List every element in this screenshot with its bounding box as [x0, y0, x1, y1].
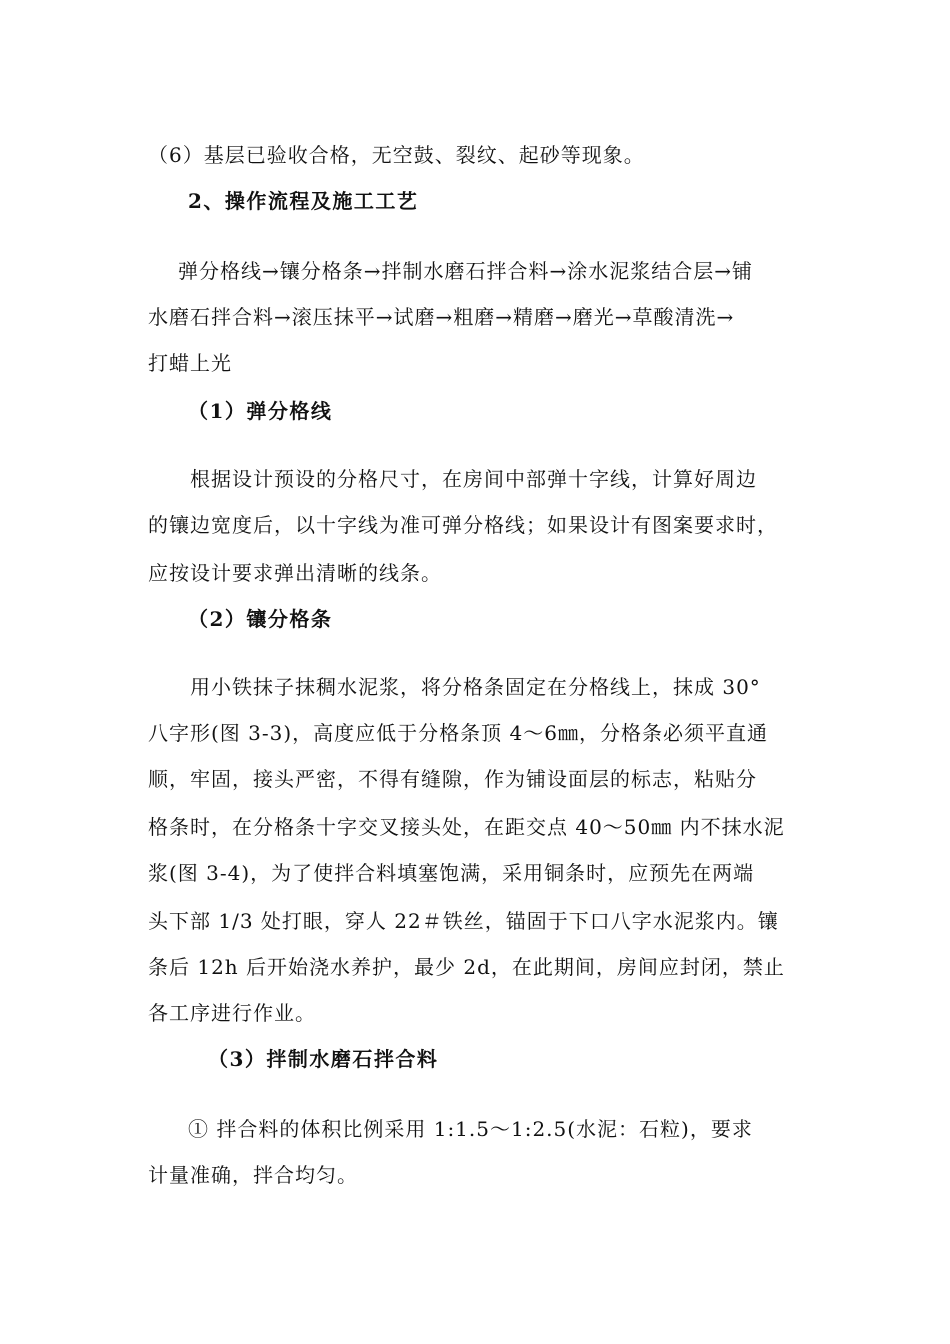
body-text-line: 顺，牢固，接头严密，不得有缝隙，作为铺设面层的标志，粘贴分: [148, 767, 757, 791]
body-text-line: 格条时，在分格条十字交叉接头处，在距交点 40～50㎜ 内不抹水泥: [148, 815, 785, 839]
body-text-line: 八字形(图 3-3)，高度应低于分格条顶 4～6㎜，分格条必须平直通: [148, 721, 768, 745]
body-text-line: ① 拌合料的体积比例采用 1:1.5～1:2.5(水泥：石粒)，要求: [188, 1117, 753, 1141]
body-text-line: 弹分格线→镶分格条→拌制水磨石拌合料→涂水泥浆结合层→铺: [178, 259, 754, 283]
section-heading: 2、操作流程及施工工艺: [188, 189, 419, 213]
subsection-heading: （1）弹分格线: [188, 399, 333, 423]
body-text-line: 打蜡上光: [148, 351, 232, 375]
body-text-line: 各工序进行作业。: [148, 1001, 316, 1025]
body-text-line: 水磨石拌合料→滚压抹平→试磨→粗磨→精磨→磨光→草酸清洗→: [148, 305, 735, 329]
body-text-line: 应按设计要求弹出清晰的线条。: [148, 561, 442, 585]
body-text-line: 根据设计预设的分格尺寸，在房间中部弹十字线，计算好周边: [190, 467, 757, 491]
body-text-line: 条后 12h 后开始浇水养护，最少 2d，在此期间，房间应封闭，禁止: [148, 955, 785, 979]
body-text-line: 头下部 1/3 处打眼，穿人 22＃铁丝，锚固于下口八字水泥浆内。镶: [148, 909, 779, 933]
body-text-line: 计量准确，拌合均匀。: [148, 1163, 358, 1187]
subsection-heading: （3）拌制水磨石拌合料: [208, 1047, 439, 1071]
body-text-line: 用小铁抹子抹稠水泥浆，将分格条固定在分格线上，抹成 30°: [190, 675, 761, 699]
body-text-line: 的镶边宽度后，以十字线为准可弹分格线；如果设计有图案要求时，: [148, 513, 778, 537]
body-text-line: （6）基层已验收合格，无空鼓、裂纹、起砂等现象。: [148, 143, 645, 167]
body-text-line: 浆(图 3-4)，为了使拌合料填塞饱满，采用铜条时，应预先在两端: [148, 861, 755, 885]
subsection-heading: （2）镶分格条: [188, 607, 333, 631]
